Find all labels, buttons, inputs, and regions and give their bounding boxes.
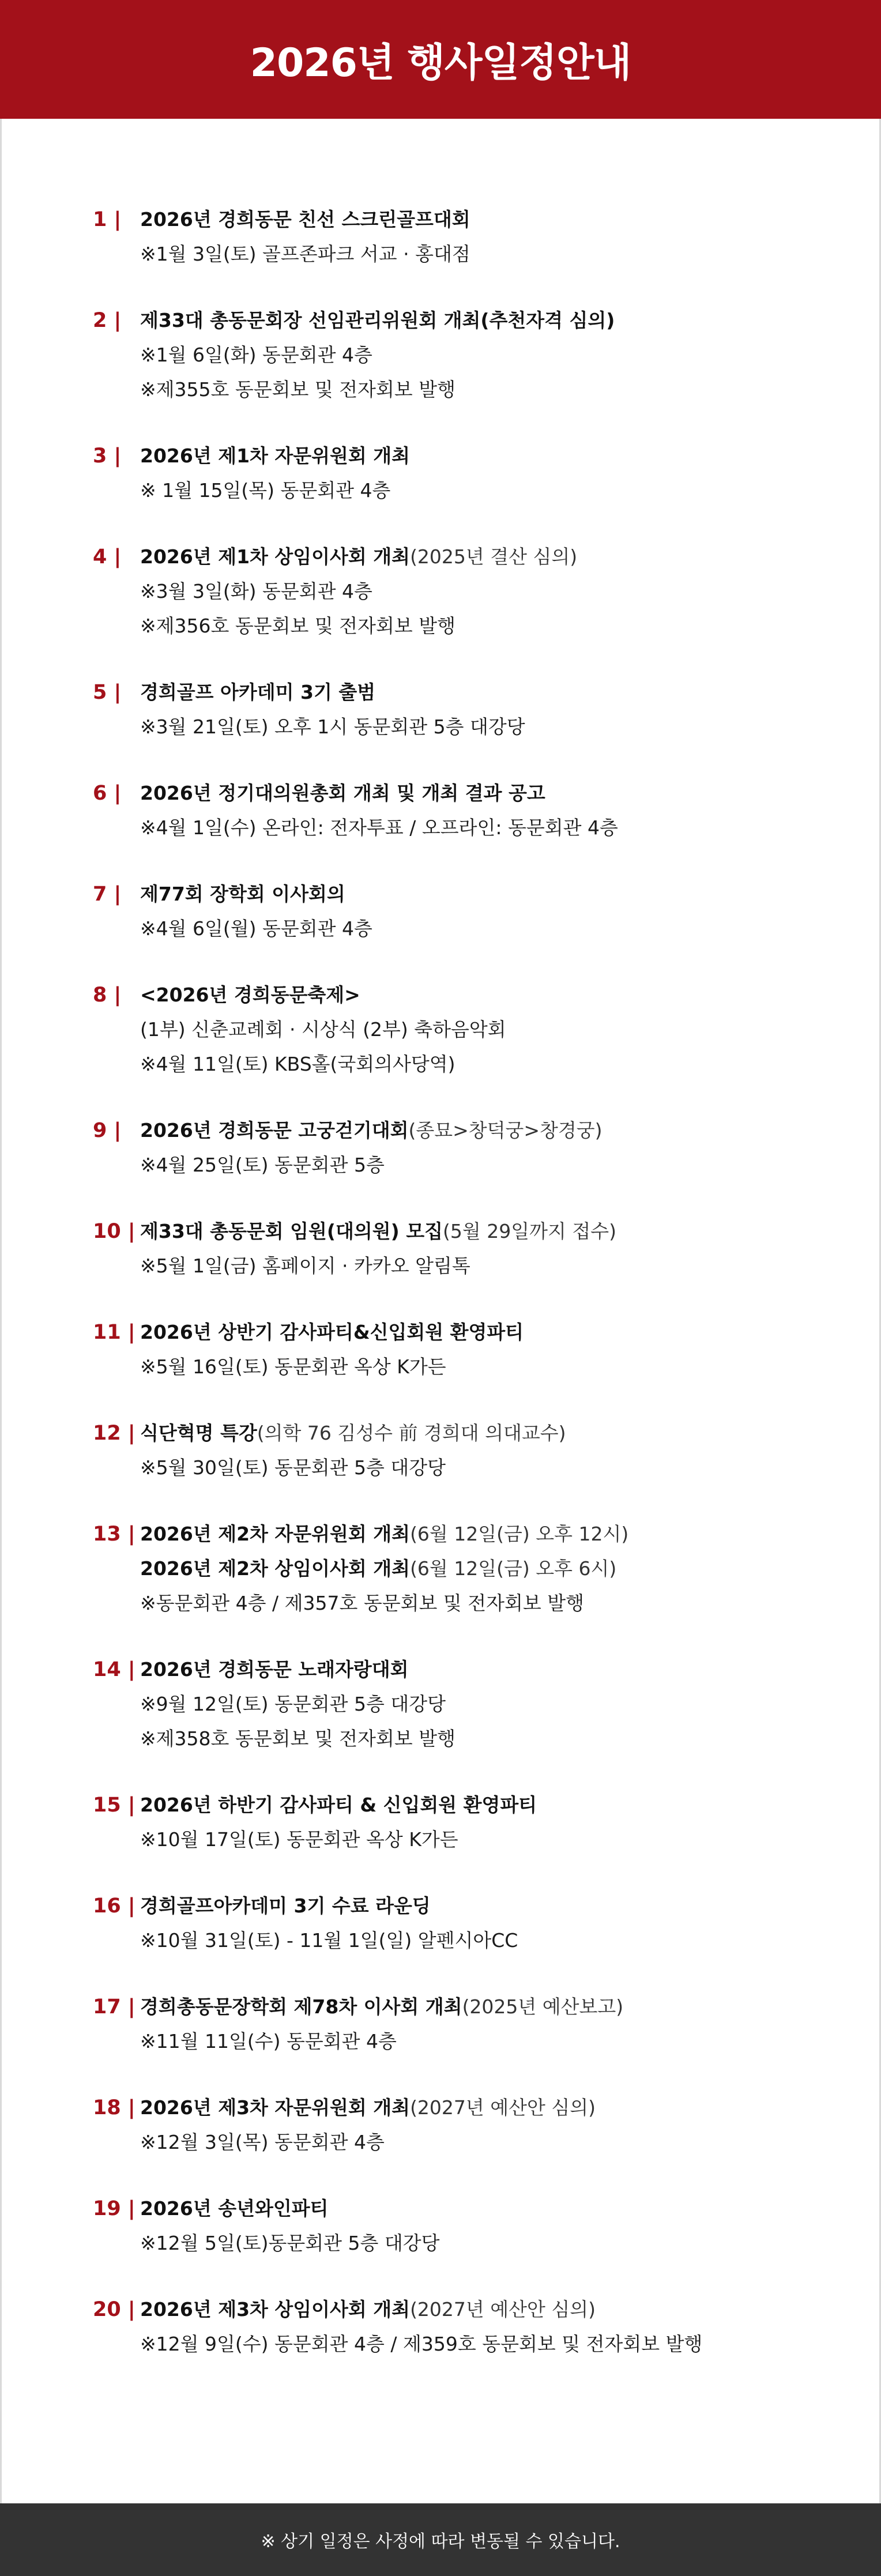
- event-title-detail: (2027년 예산안 심의): [410, 2298, 596, 2321]
- event-item: [93, 776, 842, 845]
- event-item: [93, 2292, 842, 2362]
- event-detail: ※11월 11일(수) 동문회관 4층: [140, 2030, 397, 2052]
- event-title: [140, 2091, 842, 2125]
- event-title: [140, 303, 842, 338]
- event-title: [140, 540, 842, 574]
- event-detail: ※4월 1일(수) 온라인: 전자투표 / 오프라인: 동문회관 4층: [140, 816, 618, 839]
- event-title-text: 2026년 정기대의원총회 개최 및 개최 결과 공고: [140, 782, 545, 804]
- event-body: [140, 776, 842, 845]
- event-title: [140, 776, 842, 811]
- event-title-detail: (2025년 결산 심의): [410, 545, 578, 568]
- event-detail: ※4월 11일(토) KBS홀(국회의사당역): [140, 1053, 455, 1075]
- event-item: [93, 1113, 842, 1182]
- footer-note: ※ 상기 일정은 사정에 따라 변동될 수 있습니다.: [261, 2532, 620, 2552]
- event-title-text: 2026년 경희동문 고궁걷기대회: [140, 1119, 409, 1142]
- event-number: 5 |: [93, 681, 122, 704]
- event-detail: ※5월 30일(토) 동문회관 5층 대강당: [140, 1456, 446, 1479]
- event-title: [140, 1990, 842, 2024]
- event-number: 14 |: [93, 1658, 135, 1681]
- event-item: [93, 2091, 842, 2160]
- schedule-content: [0, 119, 881, 2503]
- event-body: [140, 303, 842, 407]
- event-number: 8 |: [93, 984, 122, 1007]
- event-item: [93, 1214, 842, 1283]
- event-title: [140, 2191, 842, 2226]
- event-number: 3 |: [93, 445, 122, 468]
- event-detail: ※3월 3일(화) 동문회관 4층: [140, 580, 372, 602]
- event-body: [140, 1214, 842, 1283]
- event-item: [93, 1990, 842, 2059]
- event-detail: ※10월 17일(토) 동문회관 옥상 K가든: [140, 1828, 458, 1851]
- event-item: [93, 1416, 842, 1485]
- event-detail: ※12월 9일(수) 동문회관 4층 / 제359호 동문회보 및 전자회보 발행: [140, 2333, 703, 2355]
- event-item: [93, 978, 842, 1082]
- event-detail: ※5월 16일(토) 동문회관 옥상 K가든: [140, 1355, 446, 1378]
- event-number: 2 |: [93, 309, 122, 332]
- event-number: 10 |: [93, 1220, 135, 1243]
- event-item: [93, 439, 842, 508]
- event-body: [140, 1652, 842, 1756]
- event-detail: ※1월 3일(토) 골프존파크 서교 · 홍대점: [140, 243, 470, 265]
- event-title-text: 2026년 하반기 감사파티 & 신입회원 환영파티: [140, 1794, 537, 1816]
- event-title: [140, 675, 842, 710]
- event-title: [140, 1551, 842, 1586]
- event-title-text: 2026년 경희동문 노래자랑대회: [140, 1658, 409, 1681]
- event-body: [140, 1889, 842, 1958]
- event-number: 1 |: [93, 208, 122, 231]
- page-header: [0, 0, 881, 119]
- event-title-text: 제77회 장학회 이사회의: [140, 883, 345, 905]
- event-title-text: 2026년 제2차 자문위원회 개최: [140, 1523, 411, 1545]
- event-title: [140, 1788, 842, 1822]
- page-title: 2026년 행사일정안내: [250, 40, 631, 86]
- event-body: [140, 2292, 842, 2362]
- event-body: [140, 675, 842, 744]
- event-body: [140, 439, 842, 508]
- event-item: [93, 675, 842, 744]
- event-title-text: 2026년 제1차 자문위원회 개최: [140, 445, 411, 467]
- event-body: [140, 978, 842, 1082]
- event-item: [93, 1315, 842, 1384]
- event-number: 7 |: [93, 883, 122, 906]
- event-body: [140, 1990, 842, 2059]
- event-title-text: 2026년 제1차 상임이사회 개최: [140, 545, 411, 568]
- event-item: [93, 540, 842, 643]
- event-number: 4 |: [93, 545, 122, 568]
- event-body: [140, 1416, 842, 1485]
- event-detail: ※제358호 동문회보 및 전자회보 발행: [140, 1727, 456, 1750]
- event-list: [93, 202, 842, 2393]
- event-title-text: 2026년 상반기 감사파티&신입회원 환영파티: [140, 1321, 524, 1343]
- event-body: [140, 1113, 842, 1182]
- event-title-detail: (2027년 예산안 심의): [410, 2096, 596, 2119]
- event-item: [93, 877, 842, 946]
- event-number: 19 |: [93, 2197, 135, 2220]
- event-title: [140, 978, 842, 1012]
- event-title-text: 2026년 제3차 상임이사회 개최: [140, 2298, 411, 2321]
- event-title-detail: (6월 12일(금) 오후 12시): [410, 1523, 629, 1545]
- event-title: [140, 1889, 842, 1923]
- event-body: [140, 1315, 842, 1384]
- event-item: [93, 1517, 842, 1621]
- event-number: 20 |: [93, 2298, 135, 2321]
- event-title-text: 2026년 경희동문 친선 스크린골프대회: [140, 208, 470, 231]
- footer-notice: [0, 2503, 881, 2576]
- event-detail: ※9월 12일(토) 동문회관 5층 대강당: [140, 1693, 446, 1715]
- event-title-detail: (5월 29일까지 접수): [442, 1220, 616, 1242]
- event-detail: ※10월 31일(토) - 11월 1일(일) 알펜시아CC: [140, 1929, 518, 1952]
- event-item: [93, 1788, 842, 1857]
- event-detail: ※제355호 동문회보 및 전자회보 발행: [140, 378, 456, 401]
- event-title-detail: (종묘>창덕궁>창경궁): [408, 1119, 603, 1142]
- event-title-text: 경희골프아카데미 3기 수료 라운딩: [140, 1895, 431, 1917]
- event-item: [93, 303, 842, 407]
- event-title-text: 2026년 제2차 상임이사회 개최: [140, 1557, 411, 1580]
- event-detail: ※3월 21일(토) 오후 1시 동문회관 5층 대강당: [140, 715, 525, 738]
- event-item: [93, 202, 842, 272]
- event-number: 12 |: [93, 1422, 135, 1445]
- event-title: [140, 1517, 842, 1551]
- event-number: 9 |: [93, 1119, 122, 1142]
- event-detail: ※1월 6일(화) 동문회관 4층: [140, 344, 372, 366]
- event-number: 18 |: [93, 2096, 135, 2119]
- event-title-text: 제33대 총동문회 임원(대의원) 모집: [140, 1220, 443, 1242]
- event-body: [140, 1517, 842, 1621]
- event-item: [93, 1652, 842, 1756]
- event-detail: ※4월 25일(토) 동문회관 5층: [140, 1154, 385, 1176]
- event-number: 13 |: [93, 1523, 135, 1546]
- event-title-text: 2026년 송년와인파티: [140, 2197, 329, 2220]
- event-title: [140, 1214, 842, 1249]
- event-title: [140, 202, 842, 237]
- event-body: [140, 2191, 842, 2261]
- event-body: [140, 1788, 842, 1857]
- event-title: [140, 2292, 842, 2327]
- event-detail: ※12월 5일(토)동문회관 5층 대강당: [140, 2232, 440, 2254]
- event-title-detail: (6월 12일(금) 오후 6시): [410, 1557, 617, 1580]
- event-title: [140, 1315, 842, 1350]
- event-title-text: 식단혁명 특강: [140, 1422, 257, 1444]
- event-title: [140, 1416, 842, 1451]
- event-title-text: 2026년 제3차 자문위원회 개최: [140, 2096, 411, 2119]
- event-body: [140, 877, 842, 946]
- event-title-text: 제33대 총동문회장 선임관리위원회 개최(추천자격 심의): [140, 309, 615, 332]
- event-title: [140, 877, 842, 912]
- event-number: 11 |: [93, 1321, 135, 1344]
- event-title-detail: (의학 76 김성수 前 경희대 의대교수): [257, 1422, 566, 1444]
- event-detail: ※동문회관 4층 / 제357호 동문회보 및 전자회보 발행: [140, 1592, 584, 1614]
- event-number: 17 |: [93, 1995, 135, 2018]
- event-item: [93, 2191, 842, 2261]
- event-body: [140, 2091, 842, 2160]
- event-number: 15 |: [93, 1794, 135, 1817]
- event-detail: ※ 1월 15일(목) 동문회관 4층: [140, 479, 391, 502]
- event-title: [140, 1652, 842, 1687]
- event-detail: (1부) 신춘교례회 · 시상식 (2부) 축하음악회: [140, 1018, 506, 1041]
- event-title-text: 경희골프 아카데미 3기 출범: [140, 681, 376, 703]
- event-title-text: <2026년 경희동문축제>: [140, 984, 360, 1006]
- event-detail: ※5월 1일(금) 홈페이지 · 카카오 알림톡: [140, 1255, 470, 1277]
- event-detail: ※12월 3일(목) 동문회관 4층: [140, 2131, 385, 2153]
- event-body: [140, 540, 842, 643]
- event-detail: ※4월 6일(월) 동문회관 4층: [140, 917, 372, 940]
- event-number: 6 |: [93, 782, 122, 805]
- event-item: [93, 1889, 842, 1958]
- event-title-detail: (2025년 예산보고): [462, 1995, 624, 2018]
- event-body: [140, 202, 842, 272]
- event-title-text: 경희총동문장학회 제78차 이사회 개최: [140, 1995, 462, 2018]
- event-title: [140, 1113, 842, 1148]
- event-title: [140, 439, 842, 473]
- event-number: 16 |: [93, 1895, 135, 1918]
- event-detail: ※제356호 동문회보 및 전자회보 발행: [140, 615, 456, 637]
